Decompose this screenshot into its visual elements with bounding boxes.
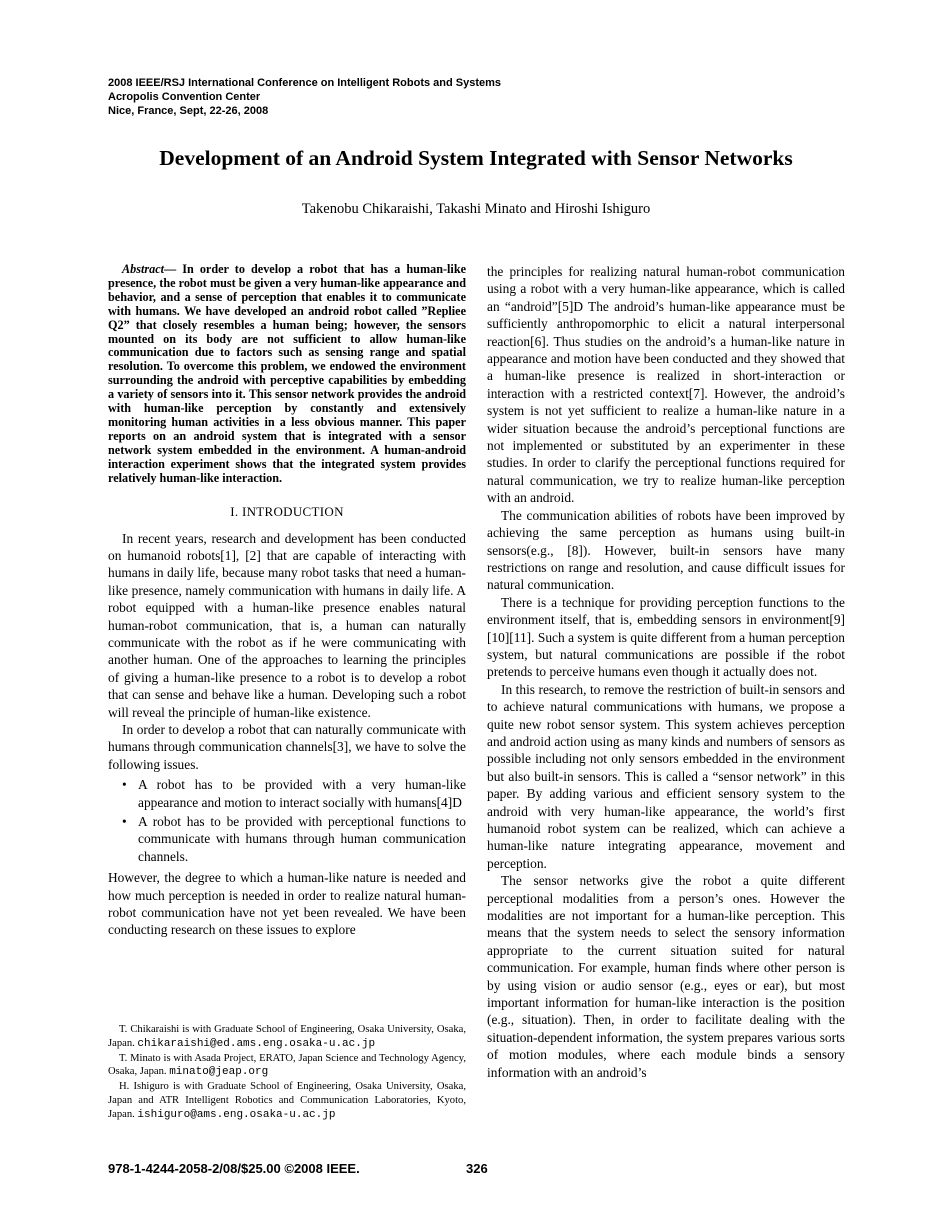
paper-title: Development of an Android System Integrated with Sensor Networks: [159, 146, 793, 170]
footnote-email: chikaraishi@ed.ams.eng.osaka-u.ac.jp: [137, 1037, 376, 1050]
footnote-email: minato@jeap.org: [169, 1066, 269, 1079]
section-heading-introduction: I. INTRODUCTION: [230, 503, 344, 519]
footnote-text: T. Minato is with Asada Project, ERATO, Japan Science and Technology Agency, Osaka, Japan.: [108, 1052, 466, 1078]
list-item: [108, 776, 466, 811]
abstract-dash: —: [163, 262, 183, 276]
footnote-email: ishiguro@ams.eng.osaka-u.ac.jp: [137, 1108, 336, 1121]
footnote: [108, 1052, 466, 1081]
right-column: [487, 263, 845, 1081]
right-paragraph-3: There is a technique for providing perception functions to the environment itself, that is, embedding sensors in environment[9][10][11]. Such a system is quite different from a human perception system, but natural communications are possible if the robot pretends to perceive humans even though it actually does not.: [487, 594, 845, 680]
intro-paragraph-1: In recent years, research and development has been conducted on humanoid robots[1], [2] that are capable of interacting with humans in daily life, because many robot tasks that need a human-like presence, namely communication with humans in daily life. A robot equipped with a human-like presence enables natural human-robot communication, that is, a human can naturally communicate with the robot as if he were communicating with another human. One of the approaches to learning the principles of giving a human-like presence to a robot is to develop a robot that can sense and behave like a human. Developing such a robot will reveal the principle of human-like existence.: [108, 530, 466, 720]
conference-location-date: Nice, France, Sept, 22-26, 2008: [108, 105, 269, 117]
intro-paragraph-3: However, the degree to which a human-like nature is needed and how much perception is needed in order to realize natural human-robot communication have not yet been revealed. We have been conducting research on these issues to explore: [108, 870, 466, 938]
page-number: 326: [466, 1161, 488, 1176]
intro-paragraph-2: In order to develop a robot that can naturally communicate with humans through communication channels[3], we have to solve the following issues.: [108, 721, 466, 772]
list-item: [108, 813, 466, 865]
left-column: [108, 263, 466, 939]
paper-authors: Takenobu Chikaraishi, Takashi Minato and Hiroshi Ishiguro: [301, 201, 651, 217]
conference-header: [108, 76, 708, 118]
right-paragraph-1: the principles for realizing natural human-robot communication using a robot with a very human-like appearance, which is called an “android”[5]D The android’s human-like appearance must be sufficiently anthropomorphic to elicit a natural interpersonal reaction[6]. Thus studies on the android’s a human-like nature in appearance and motion have been conducted and they showed that a human-like presence is realized in short-interaction or interaction with a restricted context[7]. However, the android’s system is not yet sufficient to realize a human-like nature in a wider situation because the android’s perceptional functions are not implemented or substituted by an experimenter in these studies. In order to clarify the perceptional functions required for natural communication, we try to realize human-like perception with an android.: [487, 264, 845, 506]
bullet-icon: •: [122, 814, 127, 829]
conference-venue: Acropolis Convention Center: [108, 91, 261, 103]
list-item-text: A robot has to be provided with perceptional functions to communicate with humans through human communication channels.: [138, 814, 466, 864]
abstract-label: Abstract: [122, 262, 164, 276]
issues-list: [108, 776, 466, 865]
isbn-copyright: 978-1-4244-2058-2/08/$25.00 ©2008 IEEE.: [108, 1161, 360, 1176]
footnote: [108, 1080, 466, 1122]
list-item-text: A robot has to be provided with a very human-like appearance and motion to interact socially with humans[4]D: [138, 777, 466, 810]
bullet-icon: •: [122, 777, 127, 793]
right-paragraph-2: The communication abilities of robots have been improved by achieving the same perception as humans using built-in sensors(e.g., [8]). However, built-in sensors have many restrictions on range and resolution, and cause difficult issues for natural communication.: [487, 507, 845, 593]
abstract-text: In order to develop a robot that has a human-like presence, the robot must be given a very human-like appearance and behavior, and a sense of perception that enables it to communicate with humans. We have developed an android robot called ”Repliee Q2” that closely resembles a human being; however, the sensors mounted on its body are not sufficient to allow human-like communication due to factors such as sensing range and spatial resolution. To overcome this problem, we endowed the environment surrounding the android with perceptive capabilities by embedding a variety of sensors into it. This sensor network provides the android with human-like perception by constantly and extensively monitoring human activities in a less obvious manner. This paper reports on an android system that is integrated with a sensor network system embedded in the environment. A human-android interaction experiment shows that the integrated system provides relatively human-like interaction.: [108, 262, 467, 485]
abstract: [108, 263, 466, 486]
right-paragraph-4: In this research, to remove the restriction of built-in sensors and to achieve natural communications with humans, we propose a quite new robot sensor system. This system achieves perception and android action using as many kinds and numbers of sensors as possible including not only sensors embedded in the environment but also built-in sensors. This is called a “sensor network” in this paper. By adding various and efficient sensory system to the android with very human-like appearance, the world’s first humanoid robot system can be realized, which can achieve a human-like nature integrating appearance, movement and perception.: [487, 681, 845, 871]
author-footnotes: [108, 1023, 466, 1123]
footnote-text: T. Chikaraishi is with Graduate School of Engineering, Osaka University, Osaka, Japan.: [108, 1024, 466, 1049]
right-paragraph-5: The sensor networks give the robot a quite different perceptional modalities from a person’s ones. However the modalities are not important for a human-like perception. This means that the system needs to select the sensory information appropriate to the current situation suited for natural communication. For example, human finds where other person is by using vision or audio sensor (e.g., eyes or ear), but most important information for human-like interaction is the position (e.g., situation). Then, in order to facilitate dealing with the situation-dependent information, the system prepares various sorts of motion modules, where each module binds a sensory information with an android’s: [487, 873, 845, 1080]
conference-name: 2008 IEEE/RSJ International Conference on Intelligent Robots and Systems: [108, 77, 502, 89]
footnote: [108, 1023, 466, 1052]
footnote-text: H. Ishiguro is with Graduate School of Engineering, Osaka University, Osaka, Japan and ATR Intelligent Robotics and Communication Laboratories, Kyoto, Japan.: [108, 1081, 466, 1120]
